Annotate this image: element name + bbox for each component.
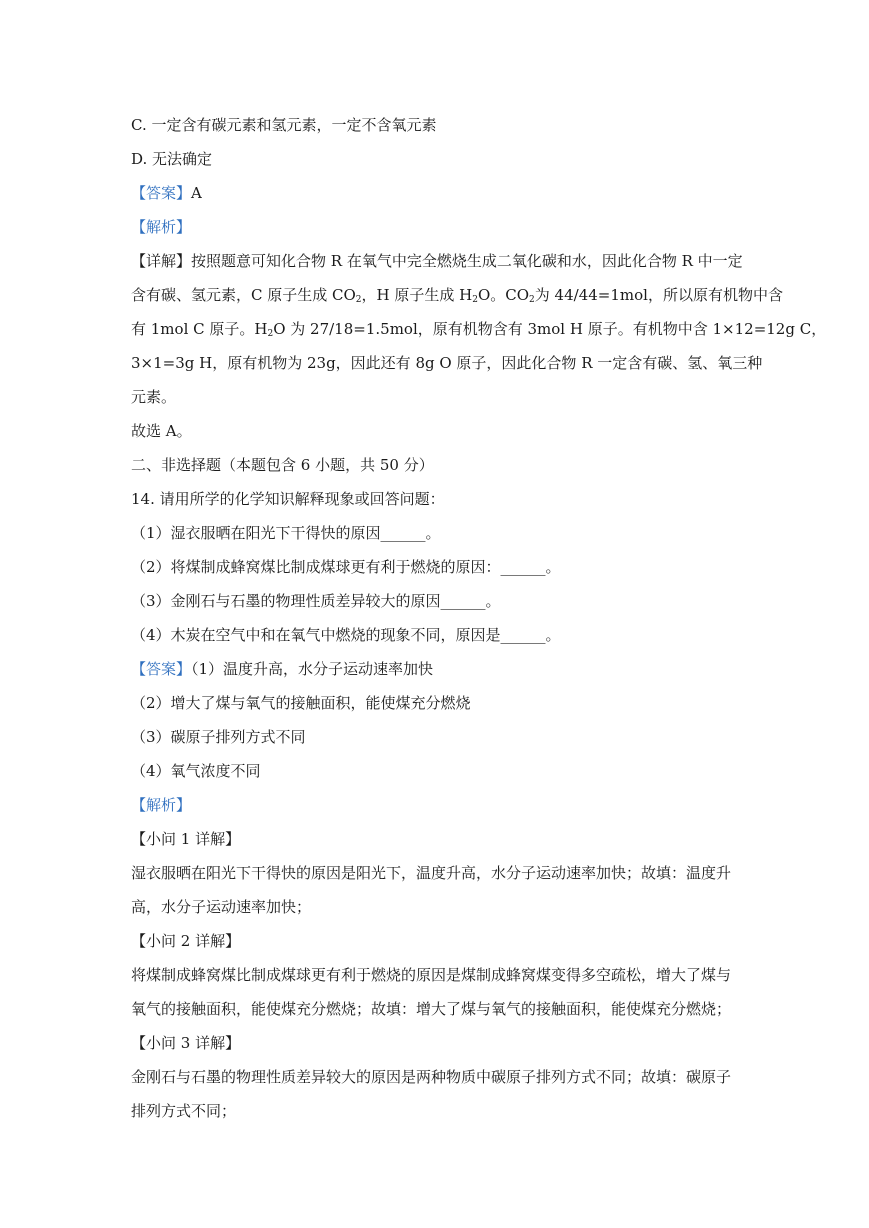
detail-13-line-1: 【详解】按照题意可知化合物 R 在氧气中完全燃烧生成二氧化碳和水，因此化合物 R 中一定 xyxy=(131,252,743,270)
section-2-heading: 二、非选择题（本题包含 6 小题，共 50 分） xyxy=(131,456,434,474)
document-page xyxy=(131,108,827,1128)
analysis-tag-13: 【解析】 xyxy=(131,218,192,236)
part-1-line-1: 湿衣服晒在阳光下干得快的原因是阳光下，温度升高，水分子运动速率加快；故填：温度升 xyxy=(131,864,732,882)
option-d: D. 无法确定 xyxy=(131,150,213,168)
option-c: C. 一定含有碳元素和氢元素，一定不含氧元素 xyxy=(131,116,437,134)
part-3-tag: 【小问 3 详解】 xyxy=(131,1034,241,1052)
part-2-tag: 【小问 2 详解】 xyxy=(131,932,241,950)
detail-13-line-5: 元素。 xyxy=(131,388,177,406)
part-1-tag: 【小问 1 详解】 xyxy=(131,830,241,848)
part-3-line-2: 排列方式不同； xyxy=(131,1102,237,1120)
part-3-line-1: 金刚石与石墨的物理性质差异较大的原因是两种物质中碳原子排列方式不同；故填：碳原子 xyxy=(131,1068,732,1086)
analysis-tag-14: 【解析】 xyxy=(131,796,192,814)
q14-answer-3: （3）碳原子排列方式不同 xyxy=(131,728,306,746)
q14-answer-2: （2）增大了煤与氧气的接触面积，能使煤充分燃烧 xyxy=(131,694,471,712)
q14-answer-4: （4）氧气浓度不同 xyxy=(131,762,261,780)
part-2-line-1: 将煤制成蜂窝煤比制成煤球更有利于燃烧的原因是煤制成蜂窝煤变得多空疏松，增大了煤与 xyxy=(131,966,732,984)
q14-stem: 14. 请用所学的化学知识解释现象或回答问题： xyxy=(131,490,445,508)
q14-sub-1: （1）湿衣服晒在阳光下干得快的原因______。 xyxy=(131,524,441,542)
answer-13 xyxy=(131,176,741,210)
detail-13-line-4: 3×1=3g H，原有机物为 23g，因此还有 8g O 原子，因此化合物 R 一定含有碳、氢、氧三种 xyxy=(131,354,763,372)
detail-13-line-2: 含有碳、氢元素，C 原子生成 $CO_2$，H 原子生成 $H_2O$。$CO_2$为 44/44=1mol，所以原有机物中含 xyxy=(131,286,783,305)
answer-value: A xyxy=(191,184,202,202)
answer-tag: 【答案】 xyxy=(131,660,192,678)
detail-13-line-3: 有 1mol C 原子。$H_2O$ 为 27/18=1.5mol，原有机物含有 3mol H 原子。有机物中含 1×12=12g C， xyxy=(131,320,827,339)
part-1-line-2: 高，水分子运动速率加快； xyxy=(131,898,312,916)
q14-answer-1: 【答案】（1）温度升高，水分子运动速率加快 xyxy=(131,660,434,678)
q14-sub-4: （4）木炭在空气中和在氧气中燃烧的现象不同，原因是______。 xyxy=(131,626,561,644)
detail-tag: 【详解】 xyxy=(131,252,192,270)
q14-sub-2: （2）将煤制成蜂窝煤比制成煤球更有利于燃烧的原因：______。 xyxy=(131,558,561,576)
q14-sub-3: （3）金刚石与石墨的物理性质差异较大的原因______。 xyxy=(131,592,501,610)
part-2-line-2: 氧气的接触面积，能使煤充分燃烧；故填：增大了煤与氧气的接触面积，能使煤充分燃烧； xyxy=(131,1000,732,1018)
detail-13-conclusion: 故选 A。 xyxy=(131,422,192,440)
answer-tag: 【答案】 xyxy=(131,184,192,202)
